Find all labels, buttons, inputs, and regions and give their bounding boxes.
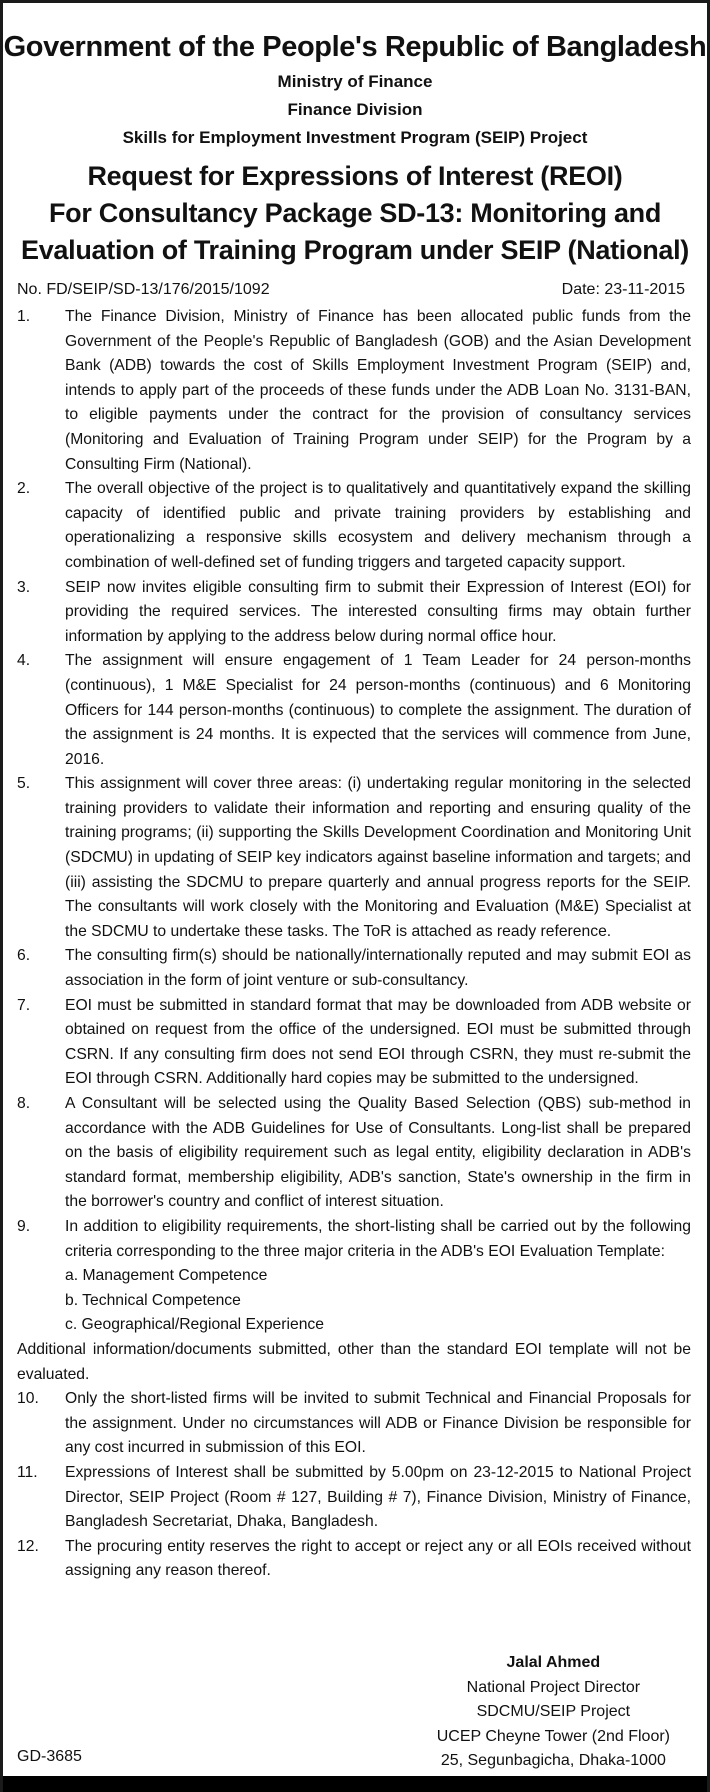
signatory-address-line-1: UCEP Cheyne Tower (2nd Floor) (436, 1727, 670, 1745)
division-heading: Finance Division (287, 100, 423, 119)
paragraph-text: SEIP now invites eligible consulting firm to submit their Expression of Interest (EOI) for providing the required services. The interested consulting firms may obtain further information by applying to the address below during normal office hour. (65, 578, 691, 645)
paragraph-number: 12. (17, 1537, 39, 1555)
paragraph-text: Expressions of Interest shall be submitted by 5.00pm on 23-12-2015 to National Project Director, SEIP Project (Room # 127, Building # 7), Finance Division, Ministry of Finance, Bangladesh Secretariat, Dhaka, Bangladesh. (65, 1463, 691, 1531)
additional-note: Additional information/documents submitted, other than the standard EOI template will not be evaluated. (17, 1340, 691, 1383)
paragraph-9 (17, 1215, 691, 1264)
paragraph-4 (17, 649, 691, 772)
signatory-address-line-2: 25, Segunbagicha, Dhaka-1000 (440, 1752, 666, 1769)
criteria-item: c. Geographical/Regional Experience (65, 1316, 324, 1334)
title-line-1: Request for Expressions of Interest (REOI) (87, 161, 623, 191)
signatory-unit: SDCMU/SEIP Project (476, 1703, 631, 1720)
paragraph-number: 5. (17, 775, 31, 793)
bottom-border-bar (3, 1776, 707, 1792)
criteria-item: b. Technical Competence (65, 1291, 241, 1309)
paragraph-text: The assignment will ensure engagement of 1 Team Leader for 24 person-months (continuous), 1 M&E Specialist for 24 person-months (continuous) and 6 Monitoring Officers for 144 person-months (continuous) to complete the assignment. The duration of the assignment is 24 months. It is expected that the services will commence from June, 2016. (65, 652, 691, 768)
paragraph-number: 11. (17, 1463, 38, 1481)
paragraph-text: In addition to eligibility requirements, the short-listing shall be carried out by the following criteria corresponding to the three major criteria in the ADB's EOI Evaluation Template: (65, 1217, 691, 1260)
paragraph-text: A Consultant will be selected using the Quality Based Selection (QBS) sub-method in accordance with the ADB Guidelines for Use of Consultants. Long-list shall be prepared on the basis of eligibility requirement such as legal entity, eligibility declaration in ADB's standard format, membership eligibility, ADB's sanction, State's ownership in the firm in the borrower's country and conflict of interest situation. (65, 1095, 691, 1211)
paragraph-number: 6. (17, 947, 31, 965)
paragraph-2 (17, 477, 691, 575)
paragraph-number: 1. (17, 308, 31, 325)
paragraph-text: The Finance Division, Ministry of Finance has been allocated public funds from the Government of the People's Republic of Bangladesh (GOB) and the Asian Development Bank (ADB) towards the cost of Skills Employment Investment Program (SEIP) and, intends to apply part of the proceeds of these funds under the ADB Loan No. 3131-BAN, to eligible payments under the contract for the provision of consultancy services (Monitoring and Evaluation of Training Program under SEIP) for the Program by a Consulting Firm (National). (65, 308, 691, 473)
paragraph-7 (17, 994, 691, 1092)
paragraph-text: The overall objective of the project is to qualitatively and quantitatively expand the skilling capacity of identified public and private training providers by establishing and operationalizing a responsive skills ecosystem and delivery mechanism through a combination of well-defined set of funding triggers and targeted capacity support. (65, 480, 691, 571)
paragraph-text: This assignment will cover three areas: (i) undertaking regular monitoring in the selected training providers to validate their information and reporting and ensuring quality of the training programs; (ii) supporting the Skills Development Coordination and Monitoring Unit (SDCMU) in updating of SEIP key indicators against baseline information and targets; and (iii) assisting the SDCMU to prepare quarterly and annual progress reports for the SEIP. The consultants will work closely with the Monitoring and Evaluation (M&E) Specialist at the SDCMU to undertake these tasks. The ToR is attached as ready reference. (65, 775, 691, 940)
paragraph-number: 2. (17, 480, 31, 498)
paragraph-3 (17, 576, 691, 650)
paragraph-number: 10. (17, 1390, 39, 1408)
title-line-2: For Consultancy Package SD-13: Monitoring and (48, 198, 662, 228)
paragraph-text: The procuring entity reserves the right to accept or reject any or all EOIs received without assigning any reason thereof. (65, 1537, 691, 1580)
paragraph-1 (17, 305, 691, 477)
footer-code: GD-3685 (17, 1748, 82, 1765)
notice-body (17, 305, 691, 1584)
paragraph-10 (17, 1387, 691, 1461)
signature-block (437, 1651, 670, 1774)
project-heading: Skills for Employment Investment Program (SEIP) Project (122, 128, 588, 147)
paragraph-number: 8. (17, 1095, 31, 1112)
signatory-name: Jalal Ahmed (506, 1654, 601, 1671)
ministry-heading: Ministry of Finance (277, 72, 433, 91)
reference-date: Date: 23-11-2015 (561, 281, 685, 298)
paragraph-number: 4. (17, 652, 31, 670)
paragraph-text: The consulting firm(s) should be nationally/internationally reputed and may submit EOI as association in the form of joint venture or sub-consultancy. (65, 947, 691, 990)
criteria-item: a. Management Competence (65, 1267, 268, 1285)
paragraph-text: Only the short-listed firms will be invited to submit Technical and Financial Proposals for the assignment. Under no circumstances will ADB or Finance Division be responsible for any cost incurred in submission of this EOI. (65, 1390, 691, 1457)
paragraph-number: 7. (17, 996, 31, 1014)
paragraph-text: EOI must be submitted in standard format that may be downloaded from ADB website or obtained on request from the office of the undersigned. EOI must be submitted through CSRN. If any consulting firm does not send EOI through CSRN, they must re-submit the EOI through CSRN. Additionally hard copies may be submitted to the undersigned. (65, 996, 691, 1088)
paragraph-6 (17, 944, 691, 993)
title-line-3: Evaluation of Training Program under SEIP (National) (21, 235, 689, 265)
paragraph-8 (17, 1092, 691, 1215)
paragraph-number: 3. (17, 578, 31, 596)
paragraph-5 (17, 772, 691, 944)
signatory-title: National Project Director (466, 1678, 641, 1696)
reference-number: No. FD/SEIP/SD-13/176/2015/1092 (17, 281, 270, 298)
paragraph-number: 9. (17, 1217, 31, 1235)
government-heading: Government of the People's Republic of Bangladesh (3, 31, 707, 63)
paragraph-12 (17, 1535, 691, 1584)
paragraph-11 (17, 1461, 691, 1535)
